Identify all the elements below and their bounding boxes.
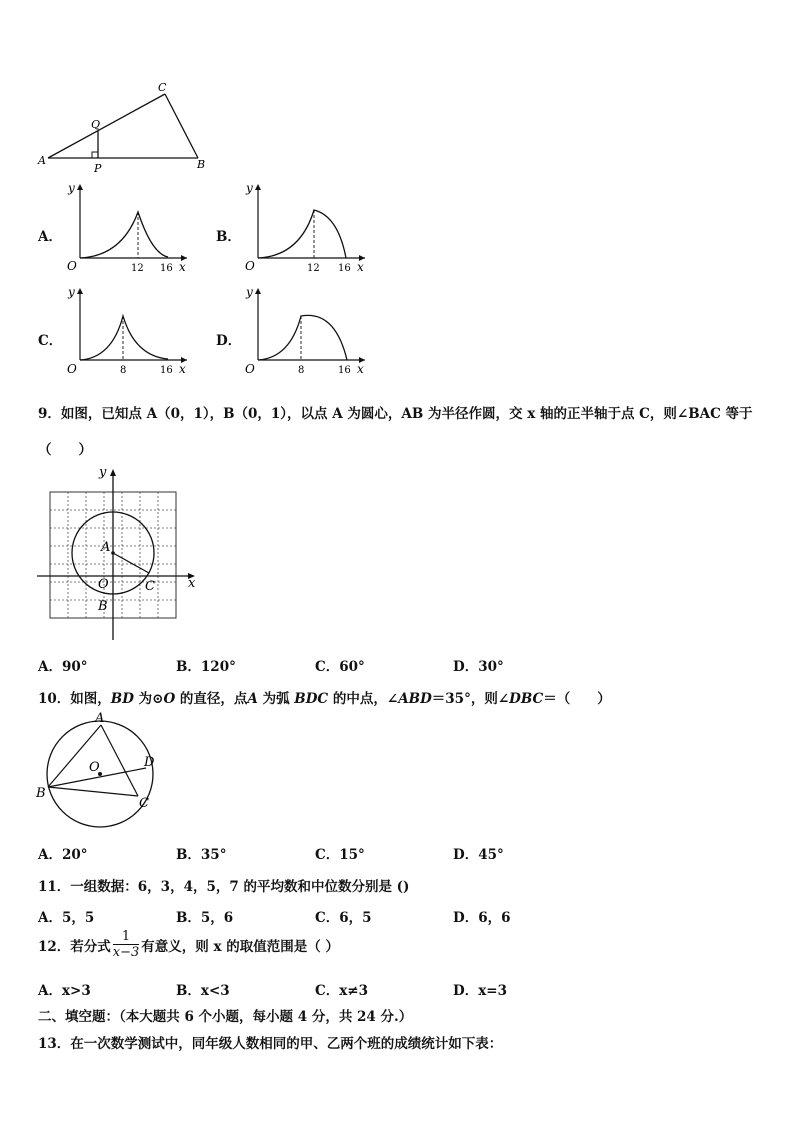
tick-16: 16 bbox=[160, 263, 173, 274]
q10-option-a[interactable]: A．20° bbox=[38, 847, 88, 863]
origin-label: O bbox=[67, 259, 77, 273]
q12-option-b[interactable]: B．x<3 bbox=[176, 983, 230, 999]
tick-16: 16 bbox=[160, 365, 173, 376]
q11-option-b[interactable]: B．5，6 bbox=[176, 910, 234, 926]
label-A: A bbox=[38, 154, 46, 167]
origin-label: O bbox=[98, 577, 109, 592]
point-D-label: D bbox=[144, 755, 155, 770]
q13-text: 13．在一次数学测试中，同年级人数相同的甲、乙两个班的成绩统计如下表： bbox=[38, 1036, 503, 1052]
y-label: y bbox=[99, 465, 107, 480]
q9-answer-paren: （ ） bbox=[38, 442, 92, 458]
label-B: B bbox=[197, 158, 206, 171]
x-label: x bbox=[357, 362, 364, 376]
x-label: x bbox=[179, 260, 186, 274]
q9-option-a[interactable]: A．90° bbox=[38, 659, 88, 675]
q10-option-b[interactable]: B．35° bbox=[176, 847, 227, 863]
label-Q: Q bbox=[91, 118, 101, 131]
y-label: y bbox=[246, 181, 253, 195]
q8-option-b-label[interactable]: B． bbox=[216, 229, 241, 245]
y-label: y bbox=[68, 181, 75, 195]
q10-circle-figure bbox=[30, 710, 170, 835]
point-B-label: B bbox=[36, 786, 46, 801]
point-C-label: C bbox=[145, 579, 155, 594]
q8-option-a-label[interactable]: A． bbox=[38, 229, 62, 245]
q9-option-c[interactable]: C．60° bbox=[315, 659, 365, 675]
q8-graph-c[interactable] bbox=[62, 284, 192, 379]
q12-fraction: $\frac{1}{x-3}$ bbox=[112, 929, 140, 960]
q8-graph-b[interactable] bbox=[240, 180, 370, 275]
q9-text: 9．如图，已知点 A（0，1），B（0，1），以点 A 为圆心，AB 为半径作圆，交 x 轴的正半轴于点 C，则∠BAC 等于 bbox=[38, 406, 753, 422]
origin-label: O bbox=[67, 362, 77, 376]
q11-option-d[interactable]: D．6，6 bbox=[453, 910, 511, 926]
section-2-heading: 二、填空题：（本大题共 6 个小题，每小题 4 分，共 24 分.） bbox=[38, 1009, 413, 1025]
q8-option-d-label[interactable]: D． bbox=[216, 333, 242, 349]
y-label: y bbox=[68, 285, 75, 299]
x-label: x bbox=[188, 576, 196, 591]
q9-option-b[interactable]: B．120° bbox=[176, 659, 236, 675]
q12-option-a[interactable]: A．x>3 bbox=[38, 983, 91, 999]
label-C: C bbox=[158, 81, 167, 94]
origin-label: O bbox=[245, 259, 255, 273]
triangle-figure bbox=[30, 78, 210, 178]
q8-graph-a[interactable] bbox=[62, 180, 192, 275]
x-label: x bbox=[179, 362, 186, 376]
q11-option-a[interactable]: A．5，5 bbox=[38, 910, 95, 926]
point-C-label: C bbox=[139, 796, 149, 811]
tick-16: 16 bbox=[338, 263, 351, 274]
x-label: x bbox=[357, 260, 364, 274]
q9-option-d[interactable]: D．30° bbox=[453, 659, 504, 675]
q12-option-c[interactable]: C．x≠3 bbox=[315, 983, 368, 999]
q11-option-c[interactable]: C．6，5 bbox=[315, 910, 372, 926]
tick-16: 16 bbox=[338, 365, 351, 376]
q11-text: 11．一组数据：6，3，4，5，7 的平均数和中位数分别是 () bbox=[38, 879, 410, 895]
q9-grid-figure bbox=[35, 462, 205, 642]
q12-option-d[interactable]: D．x=3 bbox=[453, 983, 507, 999]
point-A-label: A bbox=[95, 711, 105, 726]
q10-option-d[interactable]: D．45° bbox=[453, 847, 504, 863]
q8-graph-d[interactable] bbox=[240, 284, 370, 379]
point-B-label: B bbox=[98, 599, 108, 614]
tick-8: 8 bbox=[120, 365, 127, 376]
tick-8: 8 bbox=[298, 365, 305, 376]
tick-12: 12 bbox=[131, 263, 144, 274]
q10-option-c[interactable]: C．15° bbox=[315, 847, 365, 863]
point-O-label: O bbox=[89, 760, 100, 775]
q8-option-c-label[interactable]: C． bbox=[38, 333, 63, 349]
q10-text: 10．如图，BD 为⊙O 的直径，点A 为弧 BDC 的中点，∠ABD＝35°，则∠DBC＝（ ） bbox=[38, 691, 611, 707]
q12-text: 12．若分式 $\frac{1}{x-3}$ 有意义，则 x 的取值范围是（ ） bbox=[38, 929, 339, 960]
point-A-label: A bbox=[101, 540, 111, 555]
label-P: P bbox=[94, 162, 102, 175]
y-label: y bbox=[246, 285, 253, 299]
tick-12: 12 bbox=[307, 263, 320, 274]
origin-label: O bbox=[245, 362, 255, 376]
